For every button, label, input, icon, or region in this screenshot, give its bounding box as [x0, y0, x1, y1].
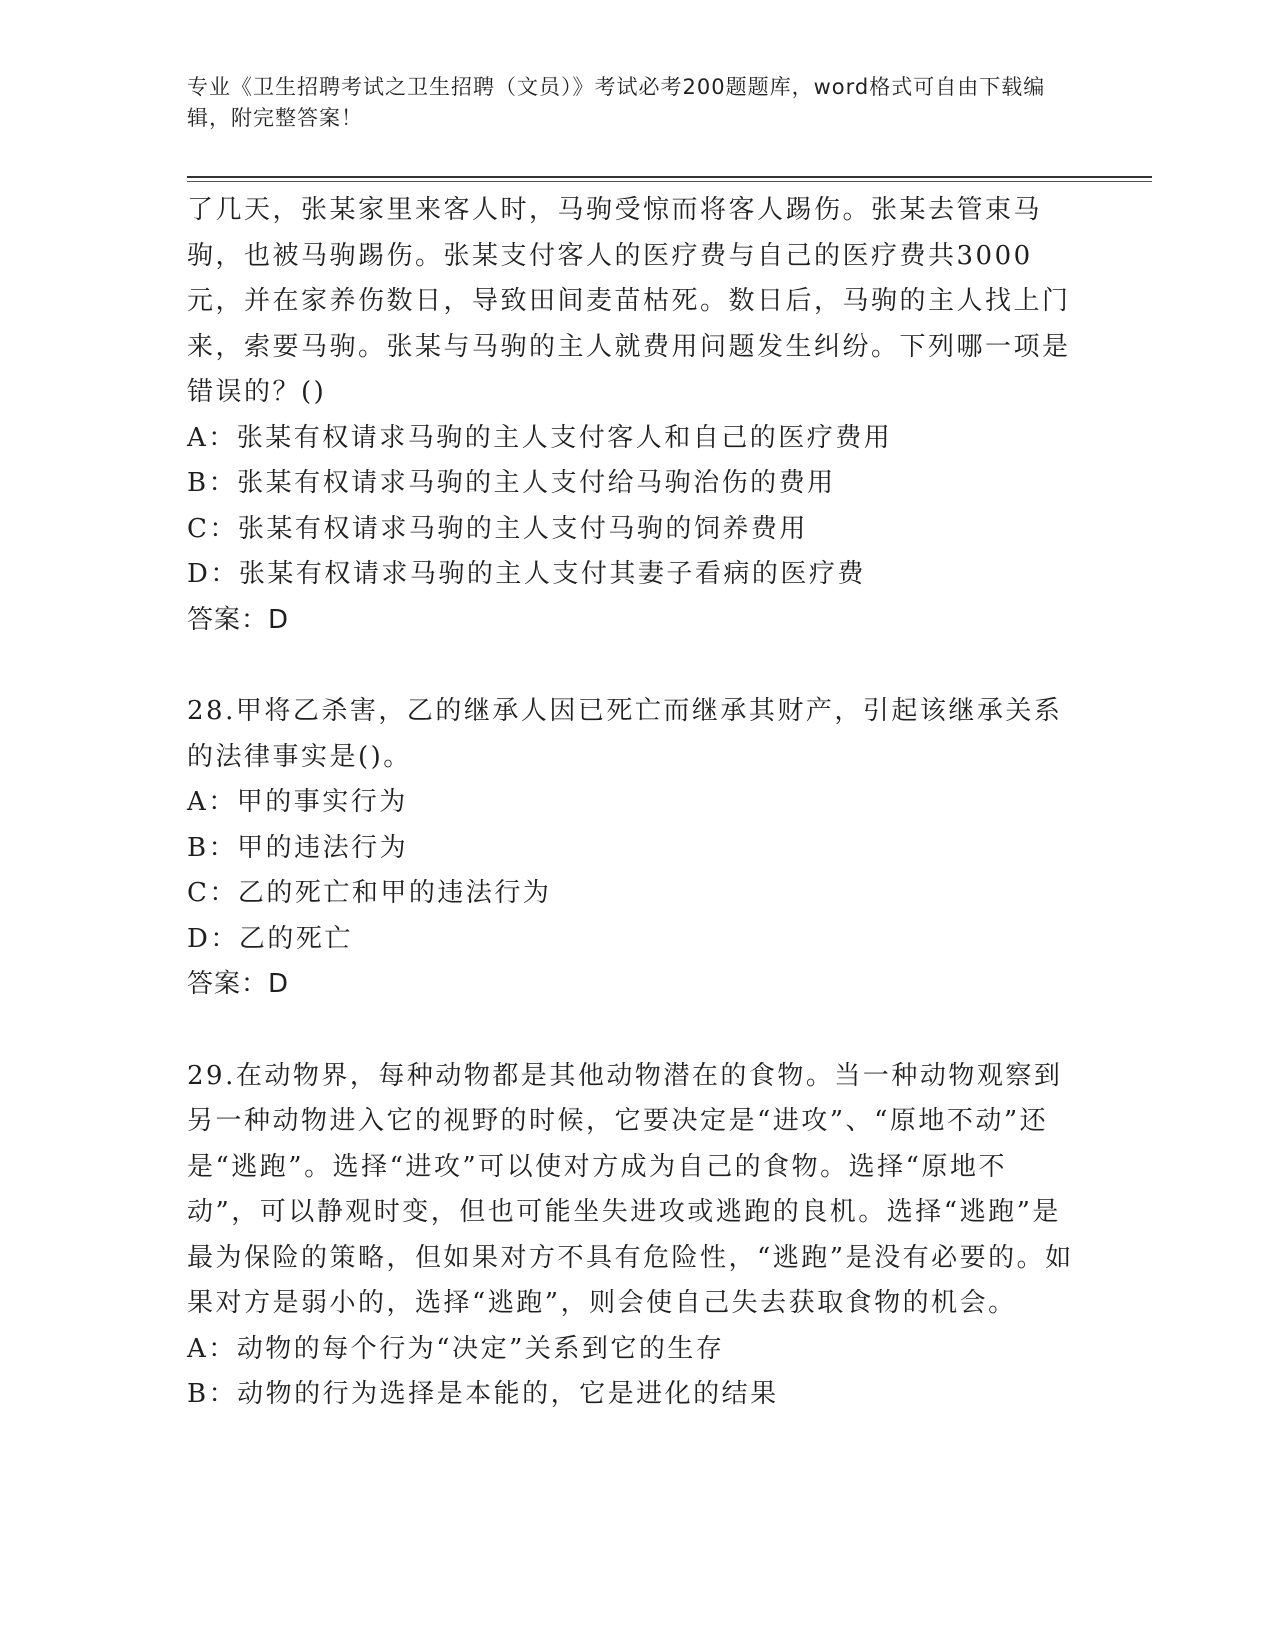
question-28: [187, 689, 1077, 1008]
option-b: B：甲的违法行为: [187, 832, 409, 863]
option-b: B：张某有权请求马驹的主人支付给马驹治伤的费用: [187, 468, 836, 498]
document-header: 专业《卫生招聘考试之卫生招聘（文员）》考试必考200题题库，word格式可自由下载编辑，附完整答案！: [187, 75, 1046, 130]
spacer: [187, 643, 1077, 689]
option-d: D：张某有权请求马驹的主人支付其妻子看病的医疗费: [187, 559, 866, 589]
option-a: A：甲的事实行为: [187, 787, 408, 817]
header-divider-thin: [187, 181, 1152, 182]
option-b: B：动物的行为选择是本能的，它是进化的结果: [187, 1379, 779, 1409]
document-body: [187, 188, 1077, 1418]
question-27: [187, 188, 1077, 643]
question-stem: 了几天，张某家里来客人时，马驹受惊而将客人踢伤。张某去管束马驹，也被马驹踢伤。张某支付客人的医疗费与自己的医疗费共3000元，并在家养伤数日，导致田间麦苗枯死。数日后，马驹的主人找上门来，索要马驹。张某与马驹的主人就费用问题发生纠纷。下列哪一项是错误的？(): [187, 195, 1071, 407]
answer-label: 答案：D: [187, 604, 290, 635]
answer-label: 答案：D: [187, 969, 290, 999]
question-stem: 28.甲将乙杀害，乙的继承人因已死亡而继承其财产，引起该继承关系的法律事实是()。: [187, 696, 1063, 772]
option-c: C：张某有权请求马驹的主人支付马驹的饲养费用: [187, 513, 808, 544]
question-stem: 29.在动物界，每种动物都是其他动物潜在的食物。当一种动物观察到另一种动物进入它的视野的时候，它要决定是“进攻”、“原地不动”还是“逃跑”。选择“进攻”可以使对方成为自己的食物。选择“原地不动”，可以静观时变，但也可能坐失进攻或逃跑的良机。选择“逃跑”是最为保险的策略，但如果对方不具有危险性，“逃跑”是没有必要的。如果对方是弱小的，选择“逃跑”，则会使自己失去获取食物的机会。: [187, 1060, 1074, 1318]
question-29: [187, 1054, 1077, 1418]
option-c: C：乙的死亡和甲的违法行为: [187, 878, 552, 908]
option-a: A：动物的每个行为“决定”关系到它的生存: [187, 1333, 725, 1364]
header-divider: [187, 176, 1152, 178]
option-a: A：张某有权请求马驹的主人支付客人和自己的医疗费用: [187, 422, 893, 453]
spacer: [187, 1008, 1077, 1054]
option-d: D：乙的死亡: [187, 923, 353, 954]
